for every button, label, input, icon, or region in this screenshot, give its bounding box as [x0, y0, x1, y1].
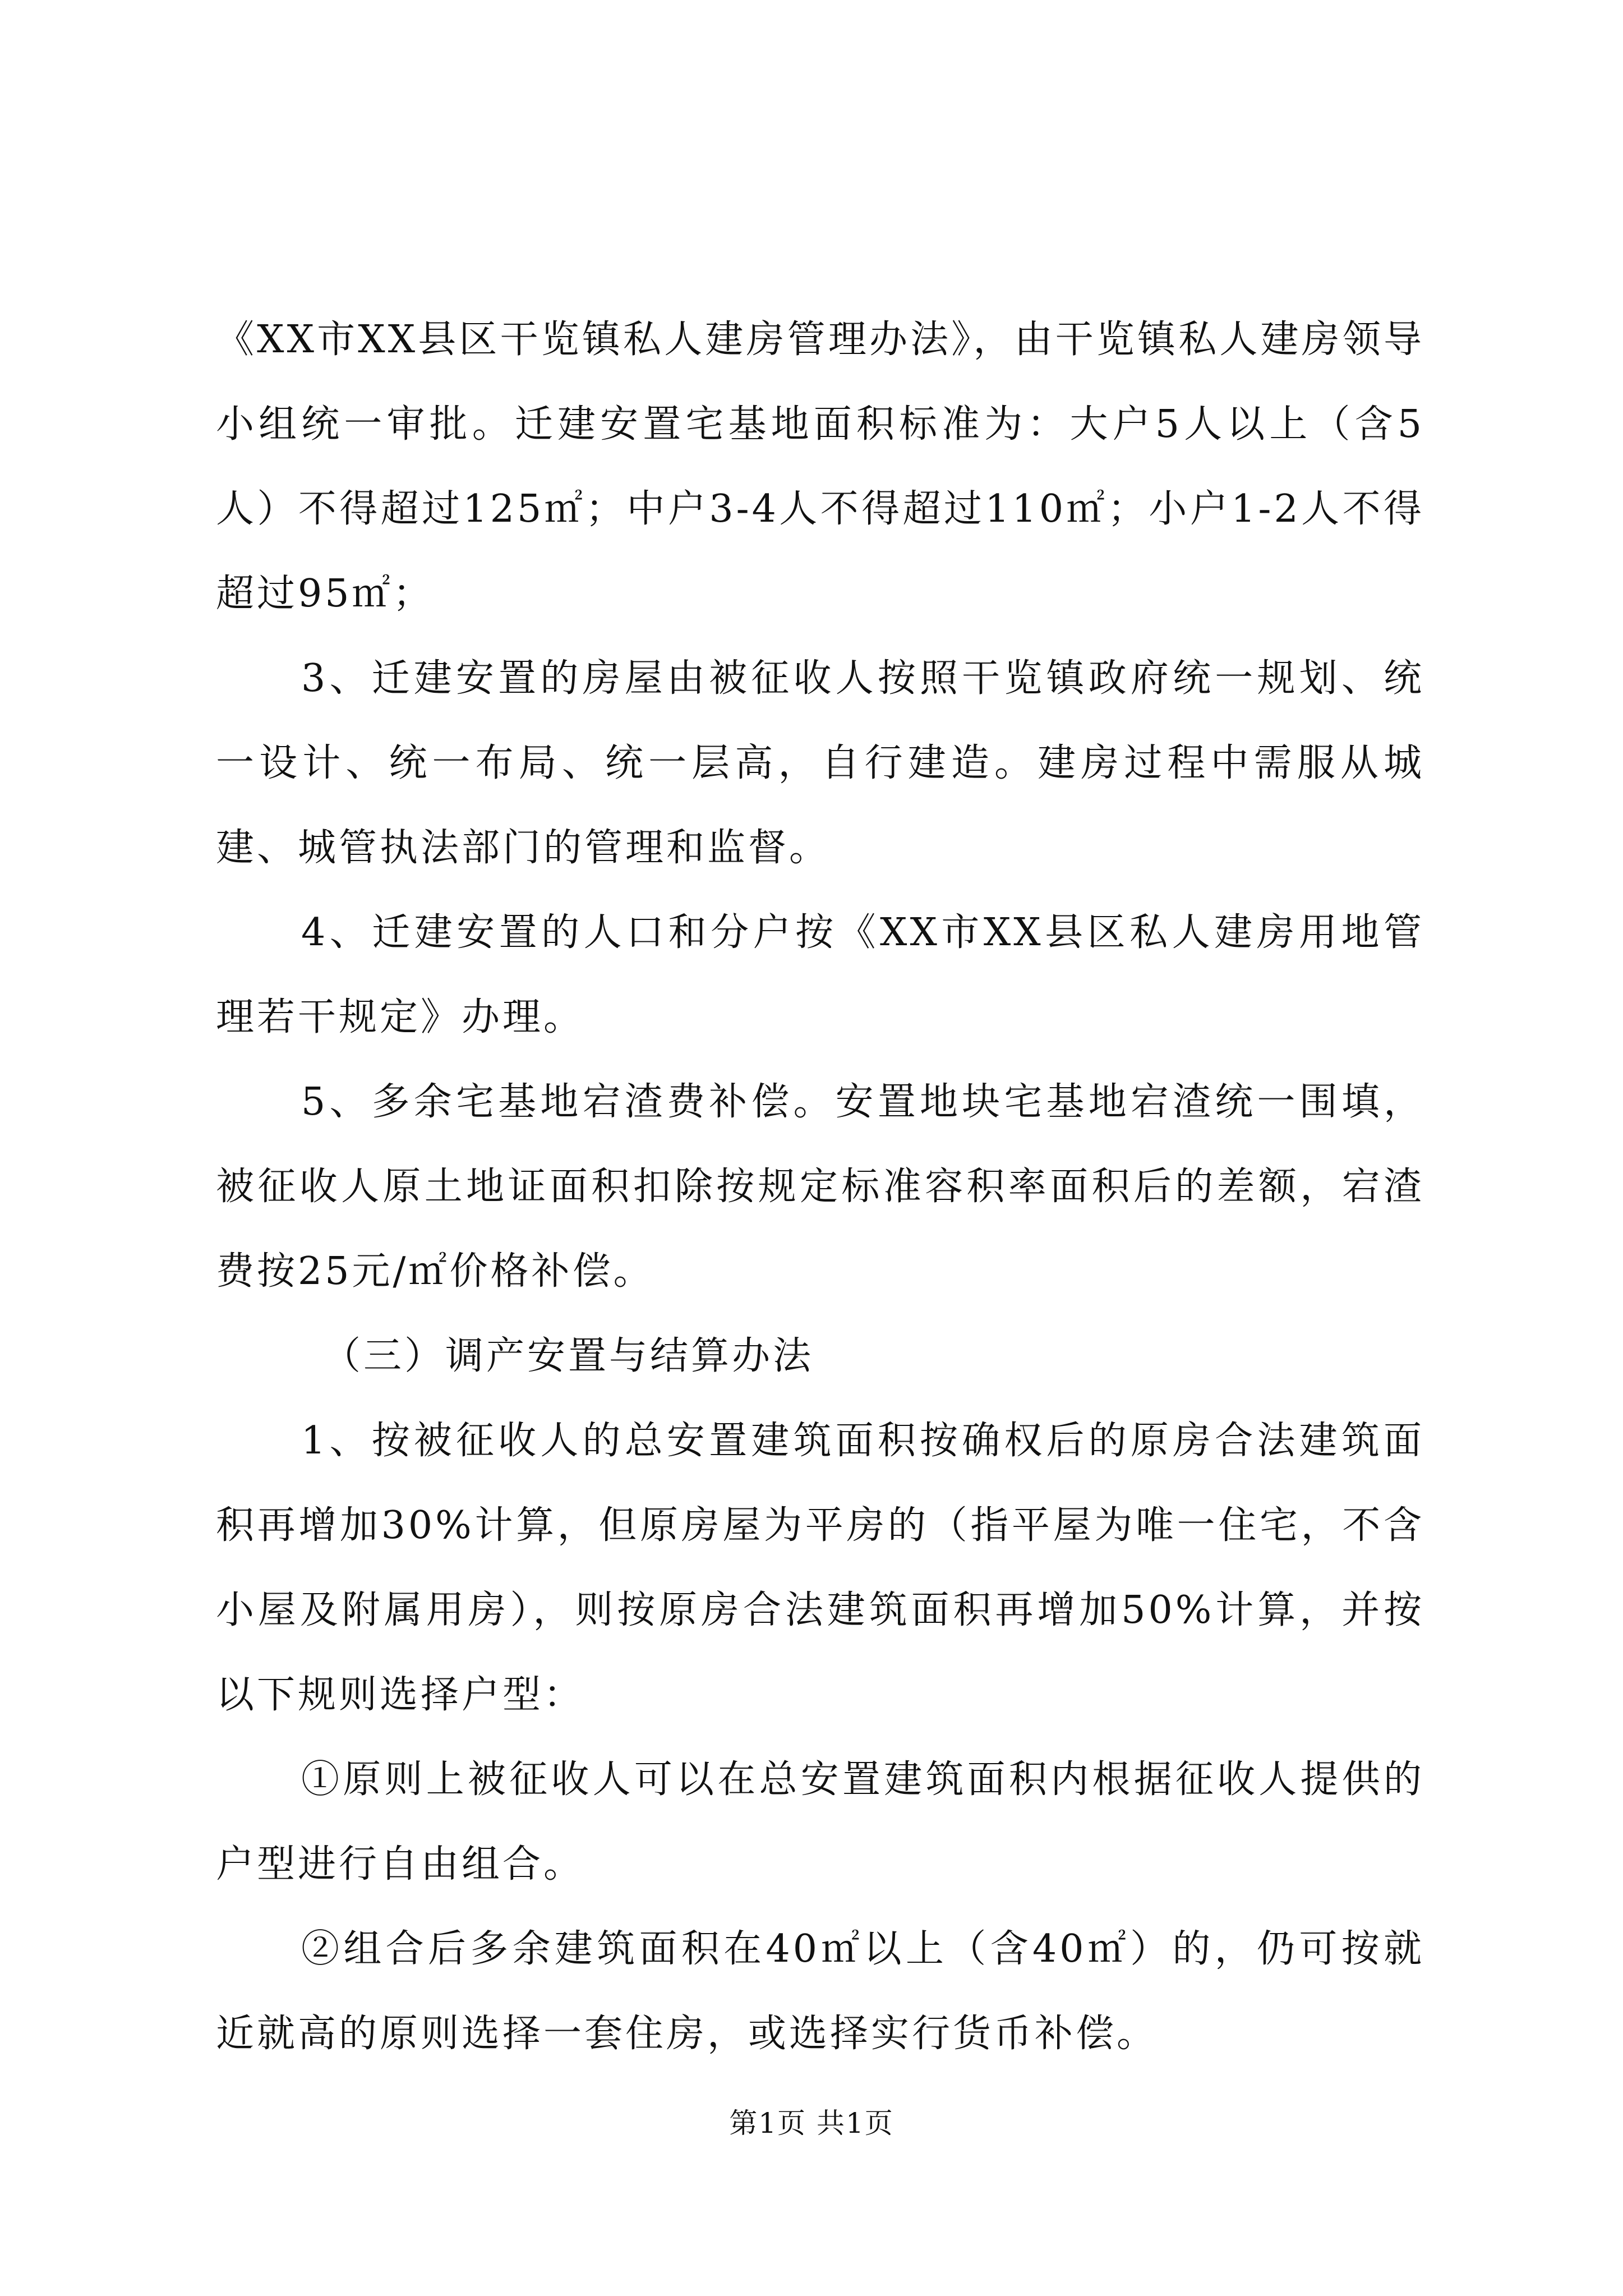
paragraph-continuation: 《XX市XX县区干览镇私人建房管理办法》，由干览镇私人建房领导小组统一审批。迁建安置宅基地面积标准为：大户5人以上（含5人）不得超过125㎡；中户3-4人不得超过110㎡；小户1-2人不得超过95㎡； [216, 318, 1424, 616]
document-body [216, 297, 1424, 2076]
paragraph-item-1: 1、按被征收人的总安置建筑面积按确权后的原房合法建筑面积再增加30%计算，但原房屋为平房的（指平屋为唯一住宅，不含小屋及附属用房），则按原房合法建筑面积再增加50%计算，并按以下规则选择户型： [216, 1419, 1424, 1717]
page-footer: 第1页 共1页 [729, 2107, 894, 2139]
paragraph-item-3: 3、迁建安置的房屋由被征收人按照干览镇政府统一规划、统一设计、统一布局、统一层高，自行建造。建房过程中需服从城建、城管执法部门的管理和监督。 [216, 656, 1424, 870]
section-heading: （三）调产安置与结算办法 [322, 1334, 814, 1378]
paragraph-item-4: 4、迁建安置的人口和分户按《XX市XX县区私人建房用地管理若干规定》办理。 [216, 910, 1424, 1039]
paragraph-rule-1: ①原则上被征收人可以在总安置建筑面积内根据征收人提供的户型进行自由组合。 [216, 1757, 1424, 1887]
paragraph-rule-2: ②组合后多余建筑面积在40㎡以上（含40㎡）的，仍可按就近就高的原则选择一套住房，或选择实行货币补偿。 [216, 1927, 1424, 2056]
paragraph-item-5: 5、多余宅基地宕渣费补偿。安置地块宅基地宕渣统一围填，被征收人原土地证面积扣除按规定标准容积率面积后的差额，宕渣费按25元/㎡价格补偿。 [216, 1080, 1424, 1294]
